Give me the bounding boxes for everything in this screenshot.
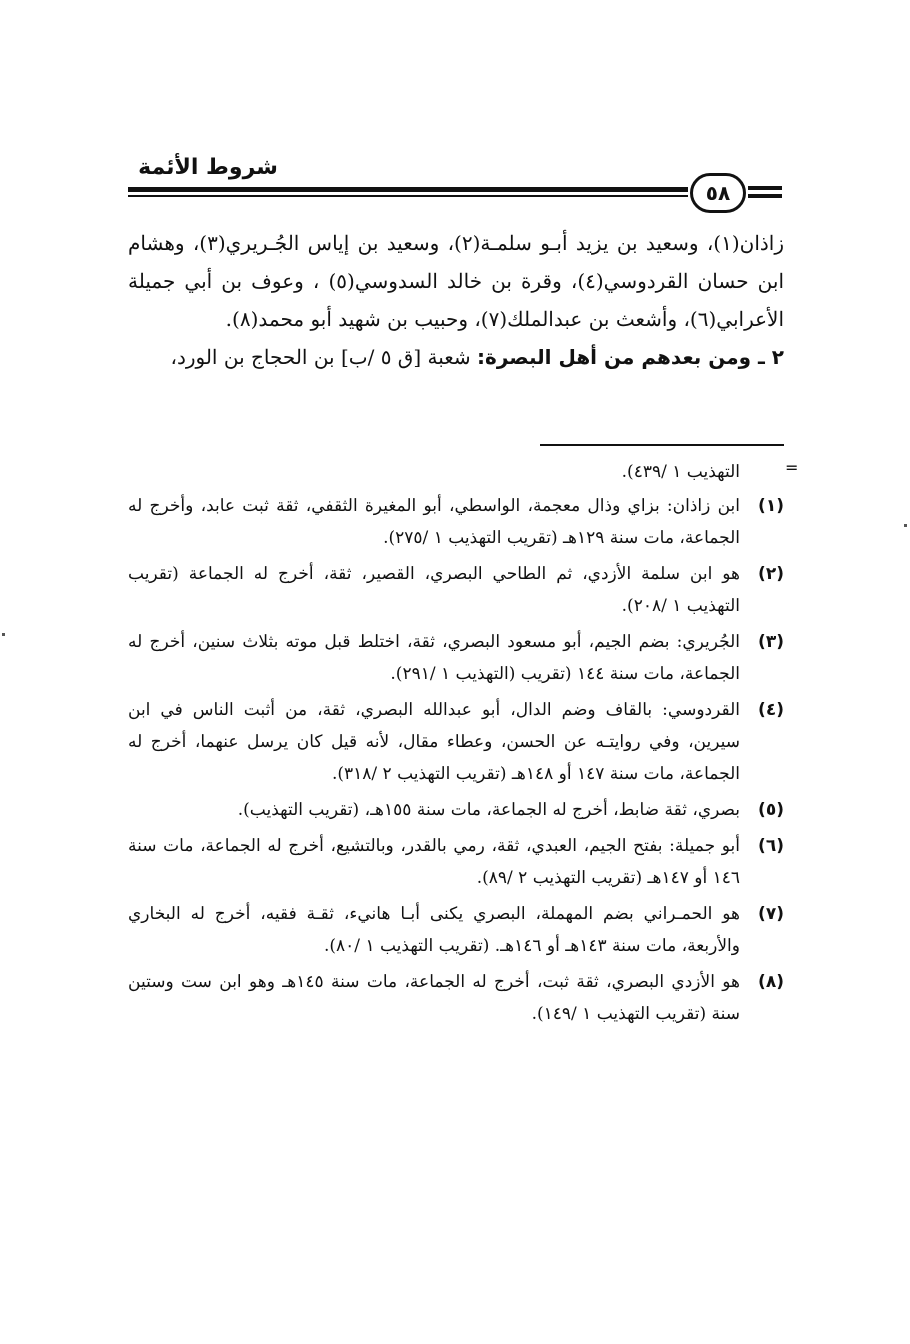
footnote	[128, 898, 784, 962]
page-number: ٥٨	[690, 173, 746, 213]
footnote-text: هو ابن سلمة الأزدي، ثم الطاحي البصري، القصير، ثقة، أخرج له الجماعة (تقريب التهذيب ١ /٢٠٨).	[128, 564, 740, 616]
footnote-text: هو الأزدي البصري، ثقة ثبت، أخرج له الجماعة، مات سنة ١٤٥هـ وهو ابن ست وستين سنة (تقريب التهذيب ١ /١٤٩).	[128, 972, 740, 1024]
footnote-text: الجُريري: بضم الجيم، أبو مسعود البصري، ثقة، اختلط قبل موته بثلاث سنين، أخرج له الجماعة، مات سنة ١٤٤ (تقريب (التهذيب ١ /٢٩١).	[128, 632, 740, 684]
section-paragraph	[128, 338, 784, 376]
margin-speck	[904, 524, 907, 527]
footnote-text: أبو جميلة: بفتح الجيم، العبدي، ثقة، رمي بالقدر، وبالتشيع، أخرج له الجماعة، مات سنة ١٤٦ أو ١٤٧هـ (تقريب التهذيب ٢ /٨٩).	[128, 836, 740, 888]
footnote	[128, 830, 784, 894]
footnote-text: هو الحمـراني بضم المهملة، البصري يكنى أبـا هانيء، ثقـة فقيه، أخرج له البخاري والأربعة، مات سنة ١٤٣هـ أو ١٤٦هـ. (تقريب التهذيب ١ /٨٠).	[128, 904, 740, 956]
footnote	[128, 490, 784, 554]
footnote-number: (٣)	[758, 632, 784, 652]
footnote-text: القردوسي: بالقاف وضم الدال، أبو عبدالله البصري، ثقة، من أثبت الناس في ابن سيرين، وفي روايتـه عن الحسن، وعطاء مقال، لأنه قيل كان يرسل عنهما، أخرج له الجماعة، مات سنة ١٤٧ أو ١٤٨هـ (تقريب التهذيب ٢ /٣١٨).	[128, 700, 740, 784]
footnote-number: (٨)	[758, 972, 784, 992]
footnote-number: (٢)	[758, 564, 784, 584]
footnote	[128, 794, 784, 826]
running-title: شروط الأئمة	[138, 155, 278, 180]
footnote	[128, 626, 784, 690]
section-text: شعبة [ق ٥ /ب] بن الحجاج بن الورد،	[170, 345, 478, 369]
main-paragraph: زاذان(١)، وسعيد بن يزيد أبـو سلمـة(٢)، وسعيد بن إياس الجُـريري(٣)، وهشام ابن حسان القردوسي(٤)، وقرة بن خالد السدوسي(٥) ، وعوف بن أبي جميلة الأعرابي(٦)، وأشعث بن عبدالملك(٧)، وحبيب بن شهيد أبو محمد(٨).	[128, 231, 784, 331]
main-text	[128, 224, 784, 376]
footnote-continuation: التهذيب ١ /٤٣٩).	[621, 462, 740, 482]
footnote-number: (١)	[758, 496, 784, 516]
footnote-number: (٥)	[758, 800, 784, 820]
section-lead: ٢ ـ ومن بعدهم من أهل البصرة:	[477, 345, 784, 369]
footnote	[128, 694, 784, 790]
header-ornament	[748, 186, 782, 202]
margin-speck	[2, 633, 5, 636]
footnote-number: (٤)	[758, 700, 784, 720]
footnote-number: (٦)	[758, 836, 784, 856]
footnote	[128, 558, 784, 622]
footnotes	[128, 456, 784, 1034]
header-rule	[128, 187, 688, 192]
footnote-separator	[540, 444, 784, 446]
continuation-mark: =	[785, 458, 799, 477]
footnote-text: بصري، ثقة ضابط، أخرج له الجماعة، مات سنة ١٥٥هـ، (تقريب التهذيب).	[237, 800, 740, 820]
footnote	[128, 966, 784, 1030]
footnote-number: (٧)	[758, 904, 784, 924]
footnote-text: ابن زاذان: بزاي وذال معجمة، الواسطي، أبو المغيرة الثقفي، ثقة ثبت عابد، وأخرج له الجماعة، مات سنة ١٢٩هـ (تقريب التهذيب ١ /٢٧٥).	[128, 496, 740, 548]
header-rule-thin	[128, 195, 688, 197]
